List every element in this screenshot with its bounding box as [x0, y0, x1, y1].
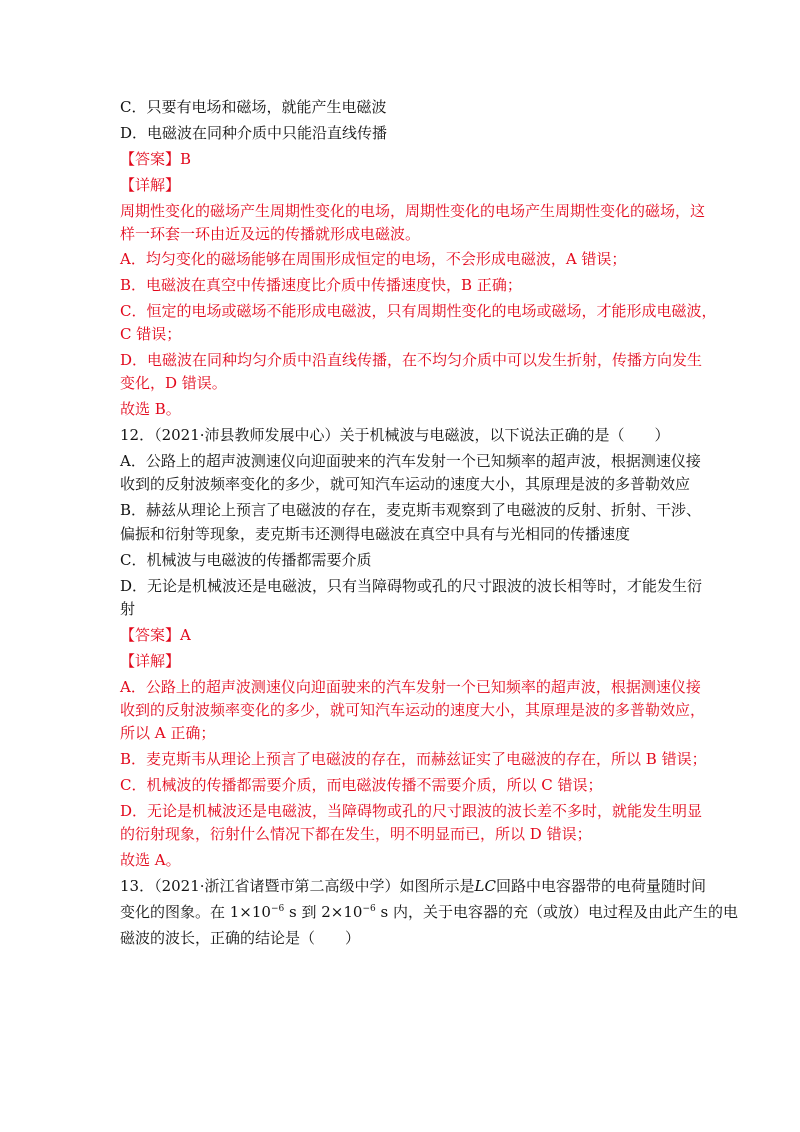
q11-explanation-line: C．恒定的电场或磁场不能形成电磁波，只有周期性变化的电场或磁场，才能形成电磁波，: [120, 302, 717, 320]
q13-stem-text: 13．（2021·浙江省诸暨市第二高级中学）如图所示是: [120, 877, 475, 895]
q12-detail-label: 【详解】: [120, 652, 181, 670]
q12-option-line: D．无论是机械波还是电磁波，只有当障碍物或孔的尺寸跟波的波长相等时，才能发生衍: [120, 577, 703, 595]
q13-circuit-symbol: LC: [474, 877, 496, 895]
q12-explanation-line: A．公路上的超声波测速仪向迎面驶来的汽车发射一个已知频率的超声波，根据测速仪接: [120, 678, 701, 696]
q13-stem-line3: 磁波的波长，正确的结论是（ ）: [120, 929, 361, 947]
answer-value: A: [180, 626, 191, 644]
q12-option-line: A．公路上的超声波测速仪向迎面驶来的汽车发射一个已知频率的超声波，根据测速仪接: [120, 452, 701, 470]
q12-option-line: 收到的反射波频率变化的多少，就可知汽车运动的速度大小，其原理是波的多普勒效应: [120, 475, 691, 493]
q11-detail-label: 【详解】: [120, 176, 181, 194]
q13-stem-text: s 到 2×10: [284, 903, 363, 921]
q11-explanation-line: 故选 B。: [120, 400, 181, 418]
q11-explanation-line: 变化，D 错误。: [120, 374, 227, 392]
q13-exponent: −6: [362, 904, 376, 914]
q12-answer: [120, 625, 191, 645]
q12-option-line: 射: [120, 600, 136, 618]
answer-label: 【答案】: [120, 150, 181, 168]
q13-exponent: −6: [270, 904, 285, 914]
q12-option-line: 偏振和衍射等现象，麦克斯韦还测得电磁波在真空中具有与光相同的传播速度: [120, 525, 631, 543]
q13-stem-line2: [120, 902, 738, 922]
q12-stem: 12．（2021·沛县教师发展中心）关于机械波与电磁波，以下说法正确的是（ ）: [120, 426, 670, 444]
q13-stem-text: s 内，关于电容器的充（或放）电过程及由此产生的电: [375, 903, 738, 921]
q13-stem-line1: [120, 876, 706, 896]
q11-explanation-line: A．均匀变化的磁场能够在周围形成恒定的电场，不会形成电磁波，A 错误；: [120, 250, 627, 268]
q11-answer: [120, 149, 191, 169]
q13-stem-text: 变化的图象。在 1×10: [120, 903, 271, 921]
q12-explanation-line: 收到的反射波频率变化的多少，就可知汽车运动的速度大小，其原理是波的多普勒效应，: [120, 701, 706, 719]
q11-explanation-line: 周期性变化的磁场产生周期性变化的电场，周期性变化的电场产生周期性变化的磁场，这: [120, 202, 706, 220]
answer-value: B: [180, 150, 192, 168]
q11-explanation-line: 样一环套一环由近及远的传播就形成电磁波。: [120, 225, 421, 243]
q12-option-line: B．赫兹从理论上预言了电磁波的存在，麦克斯韦观察到了电磁波的反射、折射、干涉、: [120, 501, 702, 519]
q11-option-d: D．电磁波在同种介质中只能沿直线传播: [120, 124, 388, 142]
answer-label: 【答案】: [120, 626, 181, 644]
q11-explanation-line: C 错误；: [120, 325, 182, 343]
q12-explanation-line: B．麦克斯韦从理论上预言了电磁波的存在，而赫兹证实了电磁波的存在，所以 B 错误；: [120, 750, 707, 768]
q12-explanation-line: 故选 A。: [120, 851, 181, 869]
q11-option-c: C．只要有电场和磁场，就能产生电磁波: [120, 98, 387, 116]
q11-explanation-line: D．电磁波在同种均匀介质中沿直线传播，在不均匀介质中可以发生折射，传播方向发生: [120, 351, 703, 369]
q11-explanation-line: B．电磁波在真空中传播速度比介质中传播速度快，B 正确；: [120, 276, 522, 294]
q12-explanation-line: 的衍射现象，衍射什么情况下都在发生，明不明显而已，所以 D 错误；: [120, 825, 592, 843]
q12-explanation-line: D．无论是机械波还是电磁波，当障碍物或孔的尺寸跟波的波长差不多时，就能发生明显: [120, 802, 703, 820]
q12-option-line: C．机械波与电磁波的传播都需要介质: [120, 551, 372, 569]
q13-stem-text: 回路中电容器带的电荷量随时间: [495, 877, 706, 895]
q12-explanation-line: C．机械波的传播都需要介质，而电磁波传播不需要介质，所以 C 错误；: [120, 776, 603, 794]
q12-explanation-line: 所以 A 正确；: [120, 724, 216, 742]
